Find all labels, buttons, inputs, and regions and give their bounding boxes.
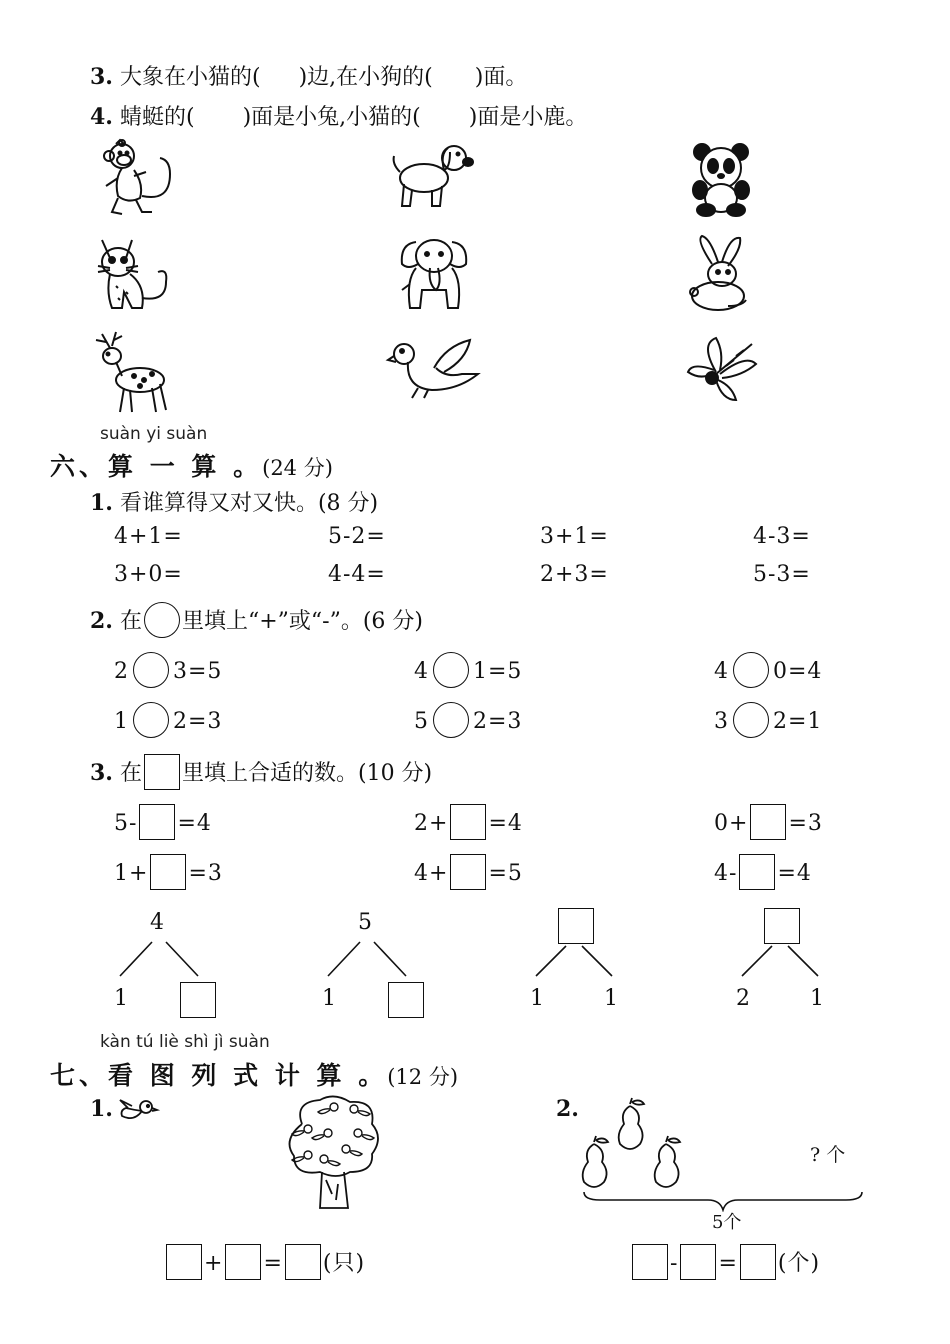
- small-bird-icon: [116, 1098, 158, 1124]
- fill-box-2[interactable]: [450, 804, 486, 840]
- fill-item-6: 4- =4: [714, 856, 812, 892]
- eq2-box-1[interactable]: [632, 1244, 668, 1280]
- section-7-pinyin: kàn tú liè shì jì suàn: [100, 1032, 270, 1052]
- box-sample: [144, 754, 180, 790]
- fill-item-5: 4+ =5: [414, 856, 523, 892]
- op-item-4: 1 2=3: [114, 704, 222, 740]
- eq2-box-2[interactable]: [680, 1244, 716, 1280]
- fill-item-3: 0+ =3: [714, 806, 823, 842]
- question-7-2-number: 2.: [556, 1096, 579, 1122]
- calc-6-1-4: 4-3=: [753, 524, 811, 549]
- panda-icon: [688, 142, 754, 216]
- monkey-icon: [100, 138, 180, 220]
- fill-box-3[interactable]: [750, 804, 786, 840]
- tree-2-right-box[interactable]: [388, 982, 424, 1018]
- fill-box-1[interactable]: [139, 804, 175, 840]
- op-circle-6[interactable]: [733, 702, 769, 738]
- tree-1-left: 1: [114, 986, 129, 1011]
- op-item-1: 2 3=5: [114, 654, 222, 690]
- calc-6-1-1: 4+1=: [114, 524, 183, 549]
- fill-item-2: 2+ =4: [414, 806, 523, 842]
- eq1-box-1[interactable]: [166, 1244, 202, 1280]
- op-circle-2[interactable]: [433, 652, 469, 688]
- fill-item-1: 5- =4: [114, 806, 212, 842]
- dog-icon: [388, 140, 480, 212]
- equation-7-2: - = (个): [630, 1246, 820, 1282]
- tree-1-top: 4: [150, 910, 165, 935]
- calc-6-1-6: 4-4=: [328, 562, 386, 587]
- tree-3-left: 1: [530, 986, 545, 1011]
- fill-item-4: 1+ =3: [114, 856, 223, 892]
- eq1-box-2[interactable]: [225, 1244, 261, 1280]
- op-circle-1[interactable]: [133, 652, 169, 688]
- fill-box-4[interactable]: [150, 854, 186, 890]
- op-item-5: 5 2=3: [414, 704, 522, 740]
- number-tree-2: [318, 906, 428, 1018]
- op-item-3: 4 0=4: [714, 654, 822, 690]
- circle-sample: [144, 602, 180, 638]
- question-6-3: 3. 在 里填上合适的数。(10 分): [90, 756, 432, 792]
- section-7-title: 七、看 图 列 式 计 算 。(12 分): [50, 1061, 459, 1090]
- calc-6-1-8: 5-3=: [753, 562, 811, 587]
- section-6-title: 六、算 一 算 。(24 分): [50, 452, 333, 481]
- op-item-6: 3 2=1: [714, 704, 822, 740]
- question-7-1-number: 1.: [90, 1096, 113, 1122]
- tree-1-right-box[interactable]: [180, 982, 216, 1018]
- tree-4-right: 1: [810, 986, 825, 1011]
- op-circle-5[interactable]: [433, 702, 469, 738]
- deer-icon: [94, 330, 174, 414]
- tree-2-top: 5: [358, 910, 373, 935]
- unknown-count-label: ? 个: [810, 1144, 846, 1166]
- tree-4-left: 2: [736, 986, 751, 1011]
- equation-7-1: + = (只): [164, 1246, 365, 1282]
- bird-icon: [388, 338, 484, 400]
- question-5-3: 3. 大象在小猫的( )边,在小狗的( )面。: [90, 64, 528, 90]
- tree-3-right: 1: [604, 986, 619, 1011]
- tree-2-left: 1: [322, 986, 337, 1011]
- fill-box-6[interactable]: [739, 854, 775, 890]
- question-6-1: 1. 看谁算得又对又快。(8 分): [90, 490, 379, 516]
- op-item-2: 4 1=5: [414, 654, 522, 690]
- calc-6-1-2: 5-2=: [328, 524, 386, 549]
- eq1-box-3[interactable]: [285, 1244, 321, 1280]
- total-count-label: 5个: [712, 1212, 742, 1233]
- calc-6-1-3: 3+1=: [540, 524, 609, 549]
- tree-with-birds-icon: [280, 1094, 384, 1210]
- section-6-pinyin: suàn yi suàn: [100, 424, 208, 444]
- number-tree-3: [526, 904, 636, 1018]
- elephant-icon: [396, 234, 474, 312]
- question-6-2: 2. 在 里填上“+”或“-”。(6 分): [90, 604, 423, 640]
- rabbit-icon: [688, 234, 754, 314]
- number-tree-1: [110, 906, 220, 1018]
- calc-6-1-7: 2+3=: [540, 562, 609, 587]
- calc-6-1-5: 3+0=: [114, 562, 183, 587]
- number-tree-4: [732, 904, 842, 1018]
- fill-box-5[interactable]: [450, 854, 486, 890]
- cat-icon: [96, 236, 176, 314]
- pears-icon: [576, 1094, 696, 1194]
- dragonfly-icon: [686, 334, 770, 404]
- question-5-4: 4. 蜻蜓的( )面是小兔,小猫的( )面是小鹿。: [90, 104, 588, 130]
- eq2-box-3[interactable]: [740, 1244, 776, 1280]
- op-circle-4[interactable]: [133, 702, 169, 738]
- op-circle-3[interactable]: [733, 652, 769, 688]
